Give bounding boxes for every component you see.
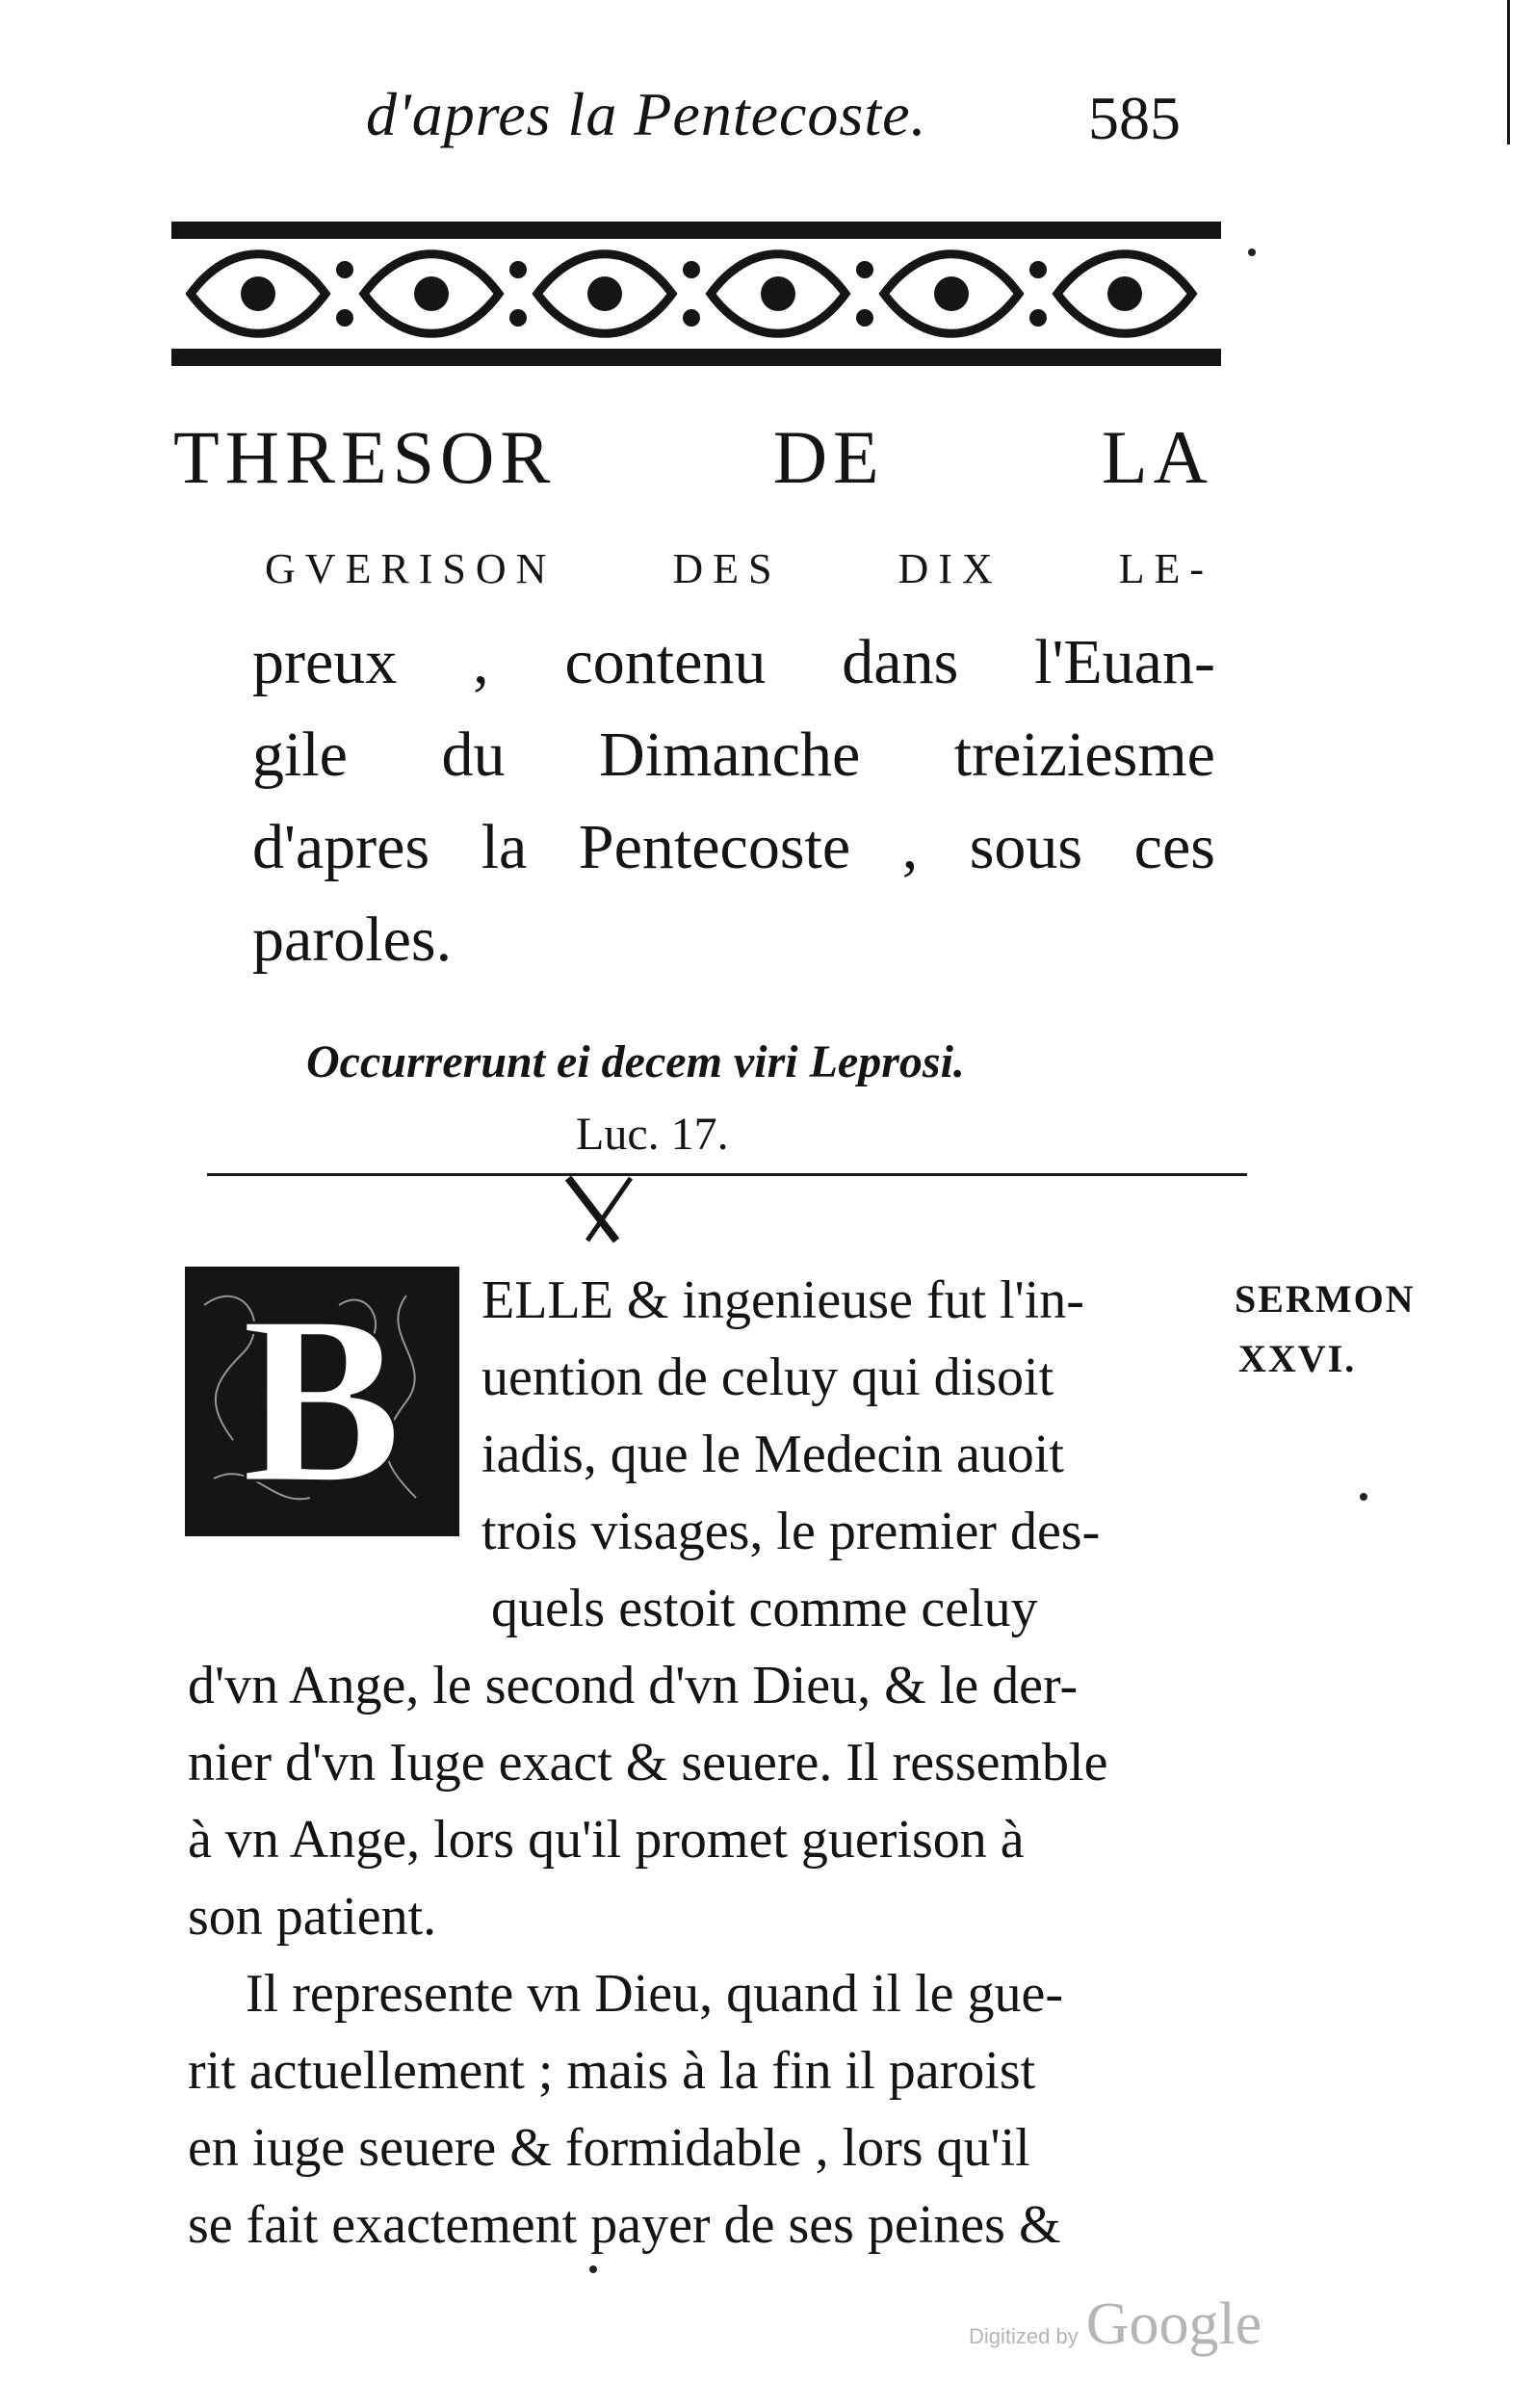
text-line: à vn Ange, lors qu'il promet guerison à xyxy=(188,1810,1025,1870)
heading-body-line xyxy=(252,801,1215,894)
opening-lines xyxy=(481,1262,1218,1647)
watermark-small-text: Digitized by xyxy=(969,2324,1079,2348)
page-edge-line xyxy=(1507,0,1510,144)
text-line: iadis, que le Medecin auoit xyxy=(481,1425,1064,1484)
heading-body-line xyxy=(252,894,1215,986)
text-line: se fait exactement payer de ses peines & xyxy=(188,2195,1061,2255)
text-line: son patient. xyxy=(188,1887,437,1947)
heading-line-2 xyxy=(265,544,1213,593)
drop-cap-letter: B xyxy=(241,1267,403,1533)
text-line: nier d'vn Iuge exact & seuere. Il ressemble xyxy=(188,1733,1108,1793)
ornamental-headpiece xyxy=(171,202,1221,385)
heading-word: THRESOR xyxy=(173,415,557,499)
digitized-watermark xyxy=(969,2290,1262,2359)
ink-speck xyxy=(589,2265,597,2273)
heading-word: DIX xyxy=(898,545,1002,592)
heading-body-line xyxy=(252,616,1215,709)
margin-note-line: SERMON xyxy=(1235,1277,1416,1321)
heading-word: DES xyxy=(672,545,782,592)
watermark-logo-text: Google xyxy=(1085,2291,1262,2357)
heading-word: , xyxy=(473,627,489,697)
heading-word: du xyxy=(441,720,506,790)
text-line: rit actuellement ; mais à la fin il paroist xyxy=(188,2041,1036,2101)
heading-word: ces xyxy=(1133,812,1215,882)
heading-word: Dimanche xyxy=(599,720,861,790)
text-line: quels estoit comme celuy xyxy=(491,1579,1038,1638)
heading-body xyxy=(252,616,1215,986)
heading-word: LA xyxy=(1102,415,1213,499)
separator-rule xyxy=(207,1173,1247,1176)
text-line: ELLE & ingenieuse fut l'in- xyxy=(481,1270,1084,1330)
paragraph-1 xyxy=(188,1647,1218,1955)
heading-word: DE xyxy=(772,415,885,499)
heading-word: GVERISON xyxy=(265,545,557,592)
heading-line-1 xyxy=(173,414,1213,501)
heading-word: contenu xyxy=(564,627,767,697)
heading-word: treiziesme xyxy=(953,720,1215,790)
epigraph-citation: Luc. 17. xyxy=(576,1109,729,1160)
heading-word: sous xyxy=(969,812,1083,882)
text-line: en iuge seuere & formidable , lors qu'il xyxy=(188,2118,1030,2178)
heading-body-line xyxy=(252,709,1215,801)
text-line: trois visages, le premier des- xyxy=(481,1502,1101,1561)
heading-word: d'apres xyxy=(252,812,430,882)
cross-mark-icon xyxy=(563,1173,640,1260)
heading-word: LE- xyxy=(1118,545,1213,592)
paragraph-2 xyxy=(188,1955,1218,2264)
heading-word: gile xyxy=(252,720,348,790)
margin-note xyxy=(1235,1269,1416,1389)
heading-word: paroles. xyxy=(252,904,453,975)
text-line: d'vn Ange, le second d'vn Dieu, & le der- xyxy=(188,1656,1079,1715)
ornamental-drop-cap xyxy=(185,1267,459,1536)
heading-word: , xyxy=(901,812,919,882)
heading-word: la xyxy=(481,812,528,882)
heading-word: dans xyxy=(842,627,959,697)
ink-speck xyxy=(1248,249,1256,256)
page-number: 585 xyxy=(1088,84,1181,152)
ink-speck xyxy=(1360,1493,1367,1501)
margin-note-line: XXVI. xyxy=(1238,1337,1357,1380)
text-line: uention de celuy qui disoit xyxy=(481,1348,1054,1407)
running-head-title: d'apres la Pentecoste. xyxy=(366,80,927,148)
heading-word: Pentecoste xyxy=(578,812,851,882)
epigraph: Occurrerunt ei decem viri Leprosi. xyxy=(306,1036,965,1087)
text-line: Il represente vn Dieu, quand il le gue- xyxy=(246,1964,1064,2024)
heading-word: preux xyxy=(252,627,398,697)
heading-word: l'Euan- xyxy=(1034,627,1215,697)
